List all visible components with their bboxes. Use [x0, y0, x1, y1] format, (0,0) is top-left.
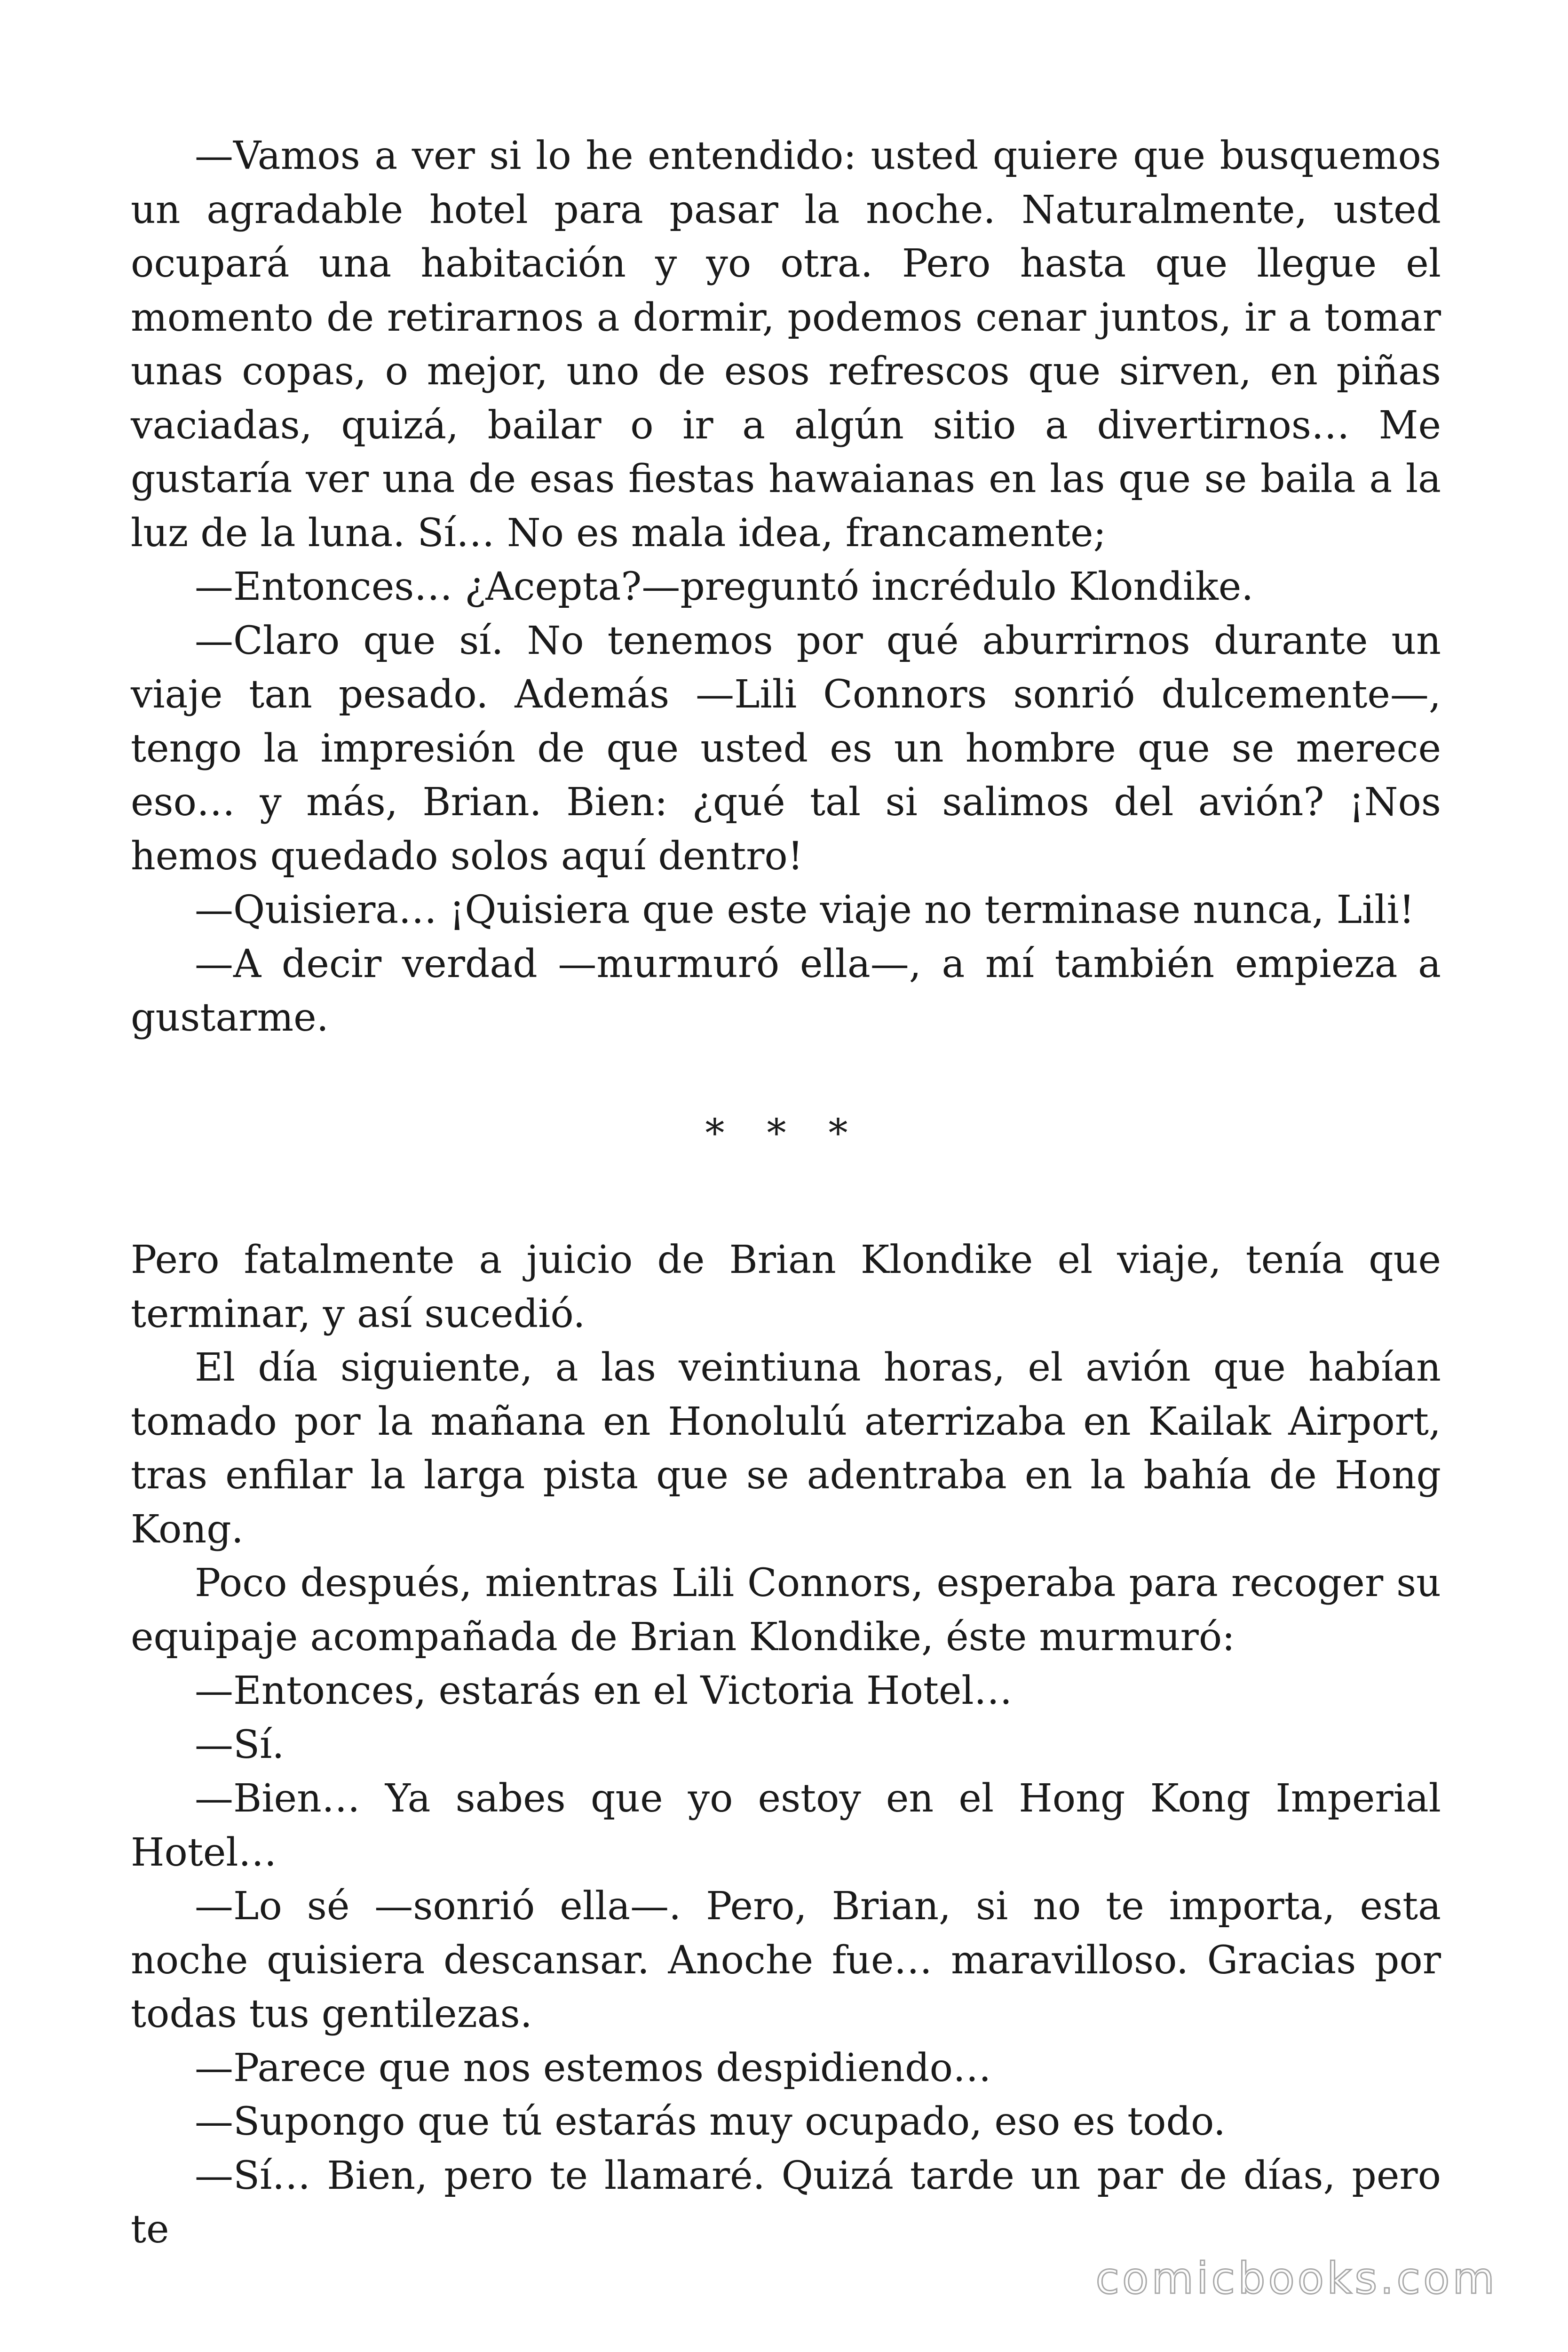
paragraph: —Parece que nos estemos despidiendo…	[195, 2045, 991, 2090]
paragraph: —Bien… Ya sabes que yo estoy en el Hong Kong Imperial Hotel…	[131, 1776, 1441, 1875]
text-block-top	[131, 129, 1441, 1045]
paragraph: —Entonces, estarás en el Victoria Hotel…	[195, 1669, 1013, 1713]
paragraph: —Entonces… ¿Acepta?—preguntó incrédulo Klondike.	[195, 564, 1254, 609]
paragraph: Pero fatalmente a juicio de Brian Klondike el viaje, tenía que terminar, y así sucedió.	[131, 1238, 1441, 1336]
paragraph: —Quisiera… ¡Quisiera que este viaje no terminase nunca, Lili!	[195, 888, 1415, 932]
section-separator: * * *	[705, 1111, 863, 1156]
paragraph: El día siguiente, a las veintiuna horas, el avión que habían tomado por la mañana en Honolulú aterrizaba en Kailak Airport, tras enfilar la larga pista que se adentraba en la bahía de Hong Kong.	[131, 1345, 1441, 1552]
paragraph: —Claro que sí. No tenemos por qué aburrirnos durante un viaje tan pesado. Además —Lili Connors sonrió dulcemente—, tengo la impresión de que usted es un hombre que se merece eso… y más, Brian. Bien: ¿qué tal si salimos del avión? ¡Nos hemos quedado solos aquí dentro!	[131, 618, 1441, 879]
paragraph: —Sí.	[195, 1722, 285, 1767]
paragraph: —A decir verdad —murmuró ella—, a mí también empieza a gustarme.	[131, 941, 1441, 1040]
paragraph: —Vamos a ver si lo he entendido: usted quiere que busquemos un agradable hotel para pasar la noche. Naturalmente, usted ocupará una habitación y yo otra. Pero hasta que llegue el momento de retirarnos a dormir, podemos cenar juntos, ir a tomar unas copas, o mejor, uno de esos refrescos que sirven, en piñas vaciadas, quizá, bailar o ir a algún sitio a divertirnos… Me gustaría ver una de esas fiestas hawaianas en las que se baila a la luz de la luna. Sí… No es mala idea, francamente;	[131, 134, 1441, 556]
text-block-bottom	[131, 1233, 1441, 2257]
paragraph: —Lo sé —sonrió ella—. Pero, Brian, si no te importa, esta noche quisiera descansar. Anoche fue… maravilloso. Gracias por todas tus gentilezas.	[131, 1884, 1441, 2036]
paragraph: —Sí… Bien, pero te llamaré. Quizá tarde un par de días, pero te	[131, 2153, 1441, 2252]
paragraph: Poco después, mientras Lili Connors, esperaba para recoger su equipaje acompañada de Brian Klondike, éste murmuró:	[131, 1561, 1441, 1660]
watermark: comicbooks.com	[1095, 2253, 1497, 2304]
paragraph: —Supongo que tú estarás muy ocupado, eso es todo.	[195, 2099, 1226, 2144]
